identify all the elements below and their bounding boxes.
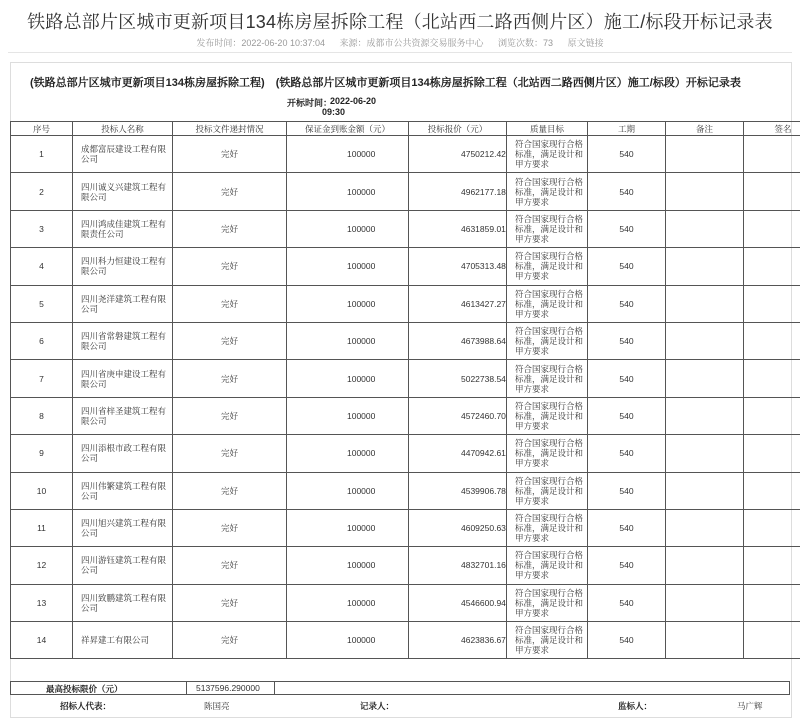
remark bbox=[666, 397, 744, 434]
row-number: 10 bbox=[11, 472, 73, 509]
bid-price: 4631859.01 bbox=[409, 210, 507, 247]
quality-target: 符合国家现行合格标准，满足设计和甲方要求 bbox=[507, 285, 588, 322]
quality-target: 符合国家现行合格标准，满足设计和甲方要求 bbox=[507, 210, 588, 247]
table-row bbox=[11, 210, 800, 247]
bid-price: 4572460.70 bbox=[409, 397, 507, 434]
construction-period: 540 bbox=[588, 173, 666, 210]
quality-target: 符合国家现行合格标准，满足设计和甲方要求 bbox=[507, 173, 588, 210]
table-row bbox=[11, 322, 800, 359]
deposit-amount: 100000 bbox=[287, 435, 409, 472]
divider bbox=[8, 52, 792, 53]
deposit-amount: 100000 bbox=[287, 285, 409, 322]
remark bbox=[666, 322, 744, 359]
construction-period: 540 bbox=[588, 360, 666, 397]
bid-price: 5022738.54 bbox=[409, 360, 507, 397]
table-row bbox=[11, 136, 800, 173]
deposit-amount: 100000 bbox=[287, 397, 409, 434]
row-number: 14 bbox=[11, 622, 73, 659]
quality-target: 符合国家现行合格标准，满足设计和甲方要求 bbox=[507, 322, 588, 359]
bidder-name: 四川尧洋建筑工程有限公司 bbox=[73, 285, 173, 322]
deposit-amount: 100000 bbox=[287, 547, 409, 584]
remark bbox=[666, 136, 744, 173]
row-number: 5 bbox=[11, 285, 73, 322]
bid-record-table bbox=[10, 121, 800, 659]
col-header: 序号 bbox=[11, 122, 73, 136]
row-number: 12 bbox=[11, 547, 73, 584]
col-header: 保证金到账金额（元） bbox=[287, 122, 409, 136]
col-header: 投标文件递封情况 bbox=[173, 122, 287, 136]
deposit-amount: 100000 bbox=[287, 136, 409, 173]
table-row bbox=[11, 285, 800, 322]
envelope-status: 完好 bbox=[173, 547, 287, 584]
supervisor-label: 监标人： bbox=[618, 700, 652, 712]
envelope-status: 完好 bbox=[173, 509, 287, 546]
row-number: 6 bbox=[11, 322, 73, 359]
envelope-status: 完好 bbox=[173, 622, 287, 659]
source: 来源：成都市公共资源交易服务中心 bbox=[340, 38, 484, 48]
construction-period: 540 bbox=[588, 435, 666, 472]
envelope-status: 完好 bbox=[173, 322, 287, 359]
signature bbox=[744, 547, 800, 584]
publish-time: 发布时间：2022-06-20 10:37:04 bbox=[196, 38, 325, 48]
signature bbox=[744, 435, 800, 472]
remark bbox=[666, 584, 744, 621]
envelope-status: 完好 bbox=[173, 584, 287, 621]
construction-period: 540 bbox=[588, 322, 666, 359]
table-row bbox=[11, 173, 800, 210]
bid-price: 4613427.27 bbox=[409, 285, 507, 322]
remark bbox=[666, 285, 744, 322]
construction-period: 540 bbox=[588, 285, 666, 322]
max-price-value: 5137596.290000 bbox=[196, 683, 260, 693]
bid-price: 4673988.64 bbox=[409, 322, 507, 359]
deposit-amount: 100000 bbox=[287, 622, 409, 659]
max-price-label: 最高投标限价（元） bbox=[46, 683, 123, 695]
bid-price: 4962177.18 bbox=[409, 173, 507, 210]
bid-price: 4623836.67 bbox=[409, 622, 507, 659]
col-header: 工期 bbox=[588, 122, 666, 136]
bid-price: 4832701.16 bbox=[409, 547, 507, 584]
bidder-name: 四川科力恒建设工程有限公司 bbox=[73, 248, 173, 285]
table-row bbox=[11, 397, 800, 434]
construction-period: 540 bbox=[588, 622, 666, 659]
table-row bbox=[11, 248, 800, 285]
quality-target: 符合国家现行合格标准，满足设计和甲方要求 bbox=[507, 360, 588, 397]
signature bbox=[744, 173, 800, 210]
construction-period: 540 bbox=[588, 584, 666, 621]
max-price-row bbox=[10, 681, 790, 695]
table-row bbox=[11, 622, 800, 659]
remark bbox=[666, 173, 744, 210]
signature bbox=[744, 472, 800, 509]
bidder-name: 四川省常磐建筑工程有限公司 bbox=[73, 322, 173, 359]
open-time-label: 开标时间： bbox=[287, 96, 332, 109]
record-title bbox=[30, 74, 749, 90]
remark bbox=[666, 472, 744, 509]
col-header: 备注 bbox=[666, 122, 744, 136]
record-title-part-2: (铁路总部片区城市更新项目134栋房屋拆除工程（北站西二路西侧片区）施工/标段）开标记录表 bbox=[276, 77, 741, 89]
construction-period: 540 bbox=[588, 136, 666, 173]
tenderer-rep-value: 陈国亮 bbox=[204, 700, 230, 712]
envelope-status: 完好 bbox=[173, 173, 287, 210]
col-header: 质量目标 bbox=[507, 122, 588, 136]
supervisor-value: 马广辉 bbox=[737, 700, 763, 712]
table-row bbox=[11, 547, 800, 584]
remark bbox=[666, 509, 744, 546]
quality-target: 符合国家现行合格标准，满足设计和甲方要求 bbox=[507, 509, 588, 546]
deposit-amount: 100000 bbox=[287, 248, 409, 285]
quality-target: 符合国家现行合格标准，满足设计和甲方要求 bbox=[507, 136, 588, 173]
remark bbox=[666, 547, 744, 584]
envelope-status: 完好 bbox=[173, 285, 287, 322]
remark bbox=[666, 360, 744, 397]
envelope-status: 完好 bbox=[173, 435, 287, 472]
col-header: 投标报价（元） bbox=[409, 122, 507, 136]
bidder-name: 四川鸿成佳建筑工程有限责任公司 bbox=[73, 210, 173, 247]
recorder-label: 记录人： bbox=[360, 700, 394, 712]
signature bbox=[744, 322, 800, 359]
bidder-name: 四川添根市政工程有限公司 bbox=[73, 435, 173, 472]
quality-target: 符合国家现行合格标准，满足设计和甲方要求 bbox=[507, 472, 588, 509]
construction-period: 540 bbox=[588, 210, 666, 247]
signature bbox=[744, 136, 800, 173]
original-link[interactable]: 原文链接 bbox=[568, 38, 604, 48]
bid-price: 4470942.61 bbox=[409, 435, 507, 472]
remark bbox=[666, 248, 744, 285]
table-row bbox=[11, 584, 800, 621]
envelope-status: 完好 bbox=[173, 360, 287, 397]
col-header: 投标人名称 bbox=[73, 122, 173, 136]
bid-price: 4609250.63 bbox=[409, 509, 507, 546]
signature-row bbox=[10, 698, 790, 714]
bidder-name: 四川游钰建筑工程有限公司 bbox=[73, 547, 173, 584]
row-number: 8 bbox=[11, 397, 73, 434]
table-row bbox=[11, 360, 800, 397]
deposit-amount: 100000 bbox=[287, 584, 409, 621]
construction-period: 540 bbox=[588, 547, 666, 584]
table-row bbox=[11, 509, 800, 546]
open-time-clock: 09:30 bbox=[322, 107, 345, 117]
deposit-amount: 100000 bbox=[287, 360, 409, 397]
signature bbox=[744, 210, 800, 247]
bidder-name: 四川伟繁建筑工程有限公司 bbox=[73, 472, 173, 509]
row-number: 9 bbox=[11, 435, 73, 472]
construction-period: 540 bbox=[588, 248, 666, 285]
page-title: 铁路总部片区城市更新项目134栋房屋拆除工程（北站西二路西侧片区）施工/标段开标记录表 bbox=[0, 8, 800, 34]
bidder-name: 四川省梓圣建筑工程有限公司 bbox=[73, 397, 173, 434]
article-meta bbox=[0, 36, 800, 49]
signature bbox=[744, 360, 800, 397]
quality-target: 符合国家现行合格标准，满足设计和甲方要求 bbox=[507, 547, 588, 584]
construction-period: 540 bbox=[588, 509, 666, 546]
bidder-name: 四川致鹏建筑工程有限公司 bbox=[73, 584, 173, 621]
remark bbox=[666, 210, 744, 247]
bid-price: 4705313.48 bbox=[409, 248, 507, 285]
row-number: 4 bbox=[11, 248, 73, 285]
deposit-amount: 100000 bbox=[287, 322, 409, 359]
bidder-name: 四川旭兴建筑工程有限公司 bbox=[73, 509, 173, 546]
tenderer-rep-label: 招标人代表： bbox=[60, 700, 111, 712]
quality-target: 符合国家现行合格标准，满足设计和甲方要求 bbox=[507, 622, 588, 659]
remark bbox=[666, 622, 744, 659]
record-title-part-1: (铁路总部片区城市更新项目134栋房屋拆除工程) bbox=[30, 77, 265, 89]
deposit-amount: 100000 bbox=[287, 173, 409, 210]
row-number: 2 bbox=[11, 173, 73, 210]
row-number: 7 bbox=[11, 360, 73, 397]
signature bbox=[744, 584, 800, 621]
envelope-status: 完好 bbox=[173, 210, 287, 247]
deposit-amount: 100000 bbox=[287, 509, 409, 546]
signature bbox=[744, 622, 800, 659]
bid-price: 4546600.94 bbox=[409, 584, 507, 621]
quality-target: 符合国家现行合格标准，满足设计和甲方要求 bbox=[507, 435, 588, 472]
signature bbox=[744, 248, 800, 285]
bidder-name: 四川省庚申建设工程有限公司 bbox=[73, 360, 173, 397]
row-number: 3 bbox=[11, 210, 73, 247]
row-number: 13 bbox=[11, 584, 73, 621]
deposit-amount: 100000 bbox=[287, 210, 409, 247]
envelope-status: 完好 bbox=[173, 136, 287, 173]
row-number: 11 bbox=[11, 509, 73, 546]
envelope-status: 完好 bbox=[173, 472, 287, 509]
quality-target: 符合国家现行合格标准，满足设计和甲方要求 bbox=[507, 584, 588, 621]
signature bbox=[744, 509, 800, 546]
bidder-name: 祥昇建工有限公司 bbox=[73, 622, 173, 659]
bid-price: 4750212.42 bbox=[409, 136, 507, 173]
envelope-status: 完好 bbox=[173, 248, 287, 285]
deposit-amount: 100000 bbox=[287, 472, 409, 509]
bid-price: 4539906.78 bbox=[409, 472, 507, 509]
table-header-row bbox=[11, 122, 800, 136]
signature bbox=[744, 397, 800, 434]
bidder-name: 四川诚义兴建筑工程有限公司 bbox=[73, 173, 173, 210]
signature bbox=[744, 285, 800, 322]
bidder-name: 成都富辰建设工程有限公司 bbox=[73, 136, 173, 173]
view-count: 浏览次数：73 bbox=[498, 38, 553, 48]
row-number: 1 bbox=[11, 136, 73, 173]
quality-target: 符合国家现行合格标准，满足设计和甲方要求 bbox=[507, 248, 588, 285]
construction-period: 540 bbox=[588, 397, 666, 434]
remark bbox=[666, 435, 744, 472]
construction-period: 540 bbox=[588, 472, 666, 509]
envelope-status: 完好 bbox=[173, 397, 287, 434]
quality-target: 符合国家现行合格标准，满足设计和甲方要求 bbox=[507, 397, 588, 434]
col-header: 签名 bbox=[744, 122, 800, 136]
table-row bbox=[11, 435, 800, 472]
open-time-date: 2022-06-20 bbox=[330, 96, 376, 106]
table-row bbox=[11, 472, 800, 509]
